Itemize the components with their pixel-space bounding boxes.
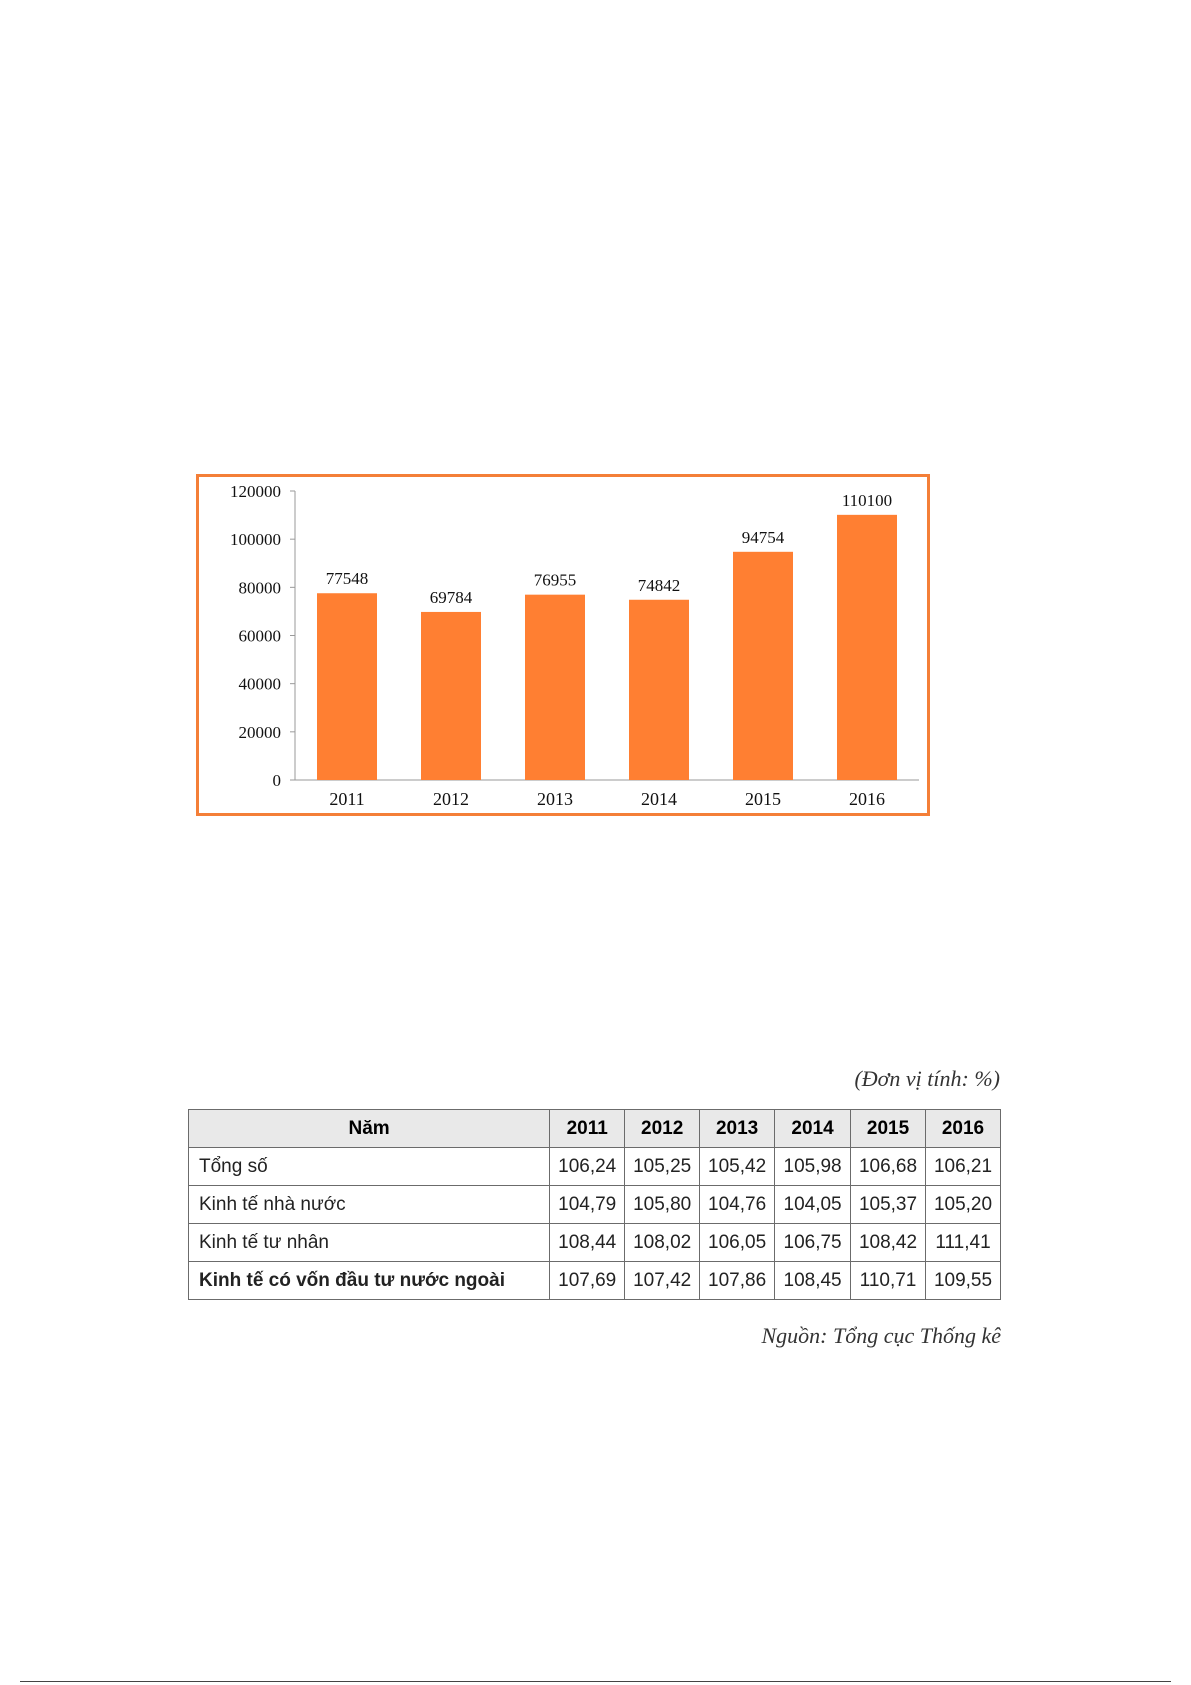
header-2011: 2011 xyxy=(550,1110,625,1148)
x-tick-label-2012: 2012 xyxy=(433,789,469,809)
header-2014: 2014 xyxy=(775,1110,851,1148)
y-tick-label: 100000 xyxy=(230,530,281,550)
growth-table xyxy=(188,1109,1001,1300)
table-row xyxy=(189,1186,1001,1224)
table-cell: 107,42 xyxy=(625,1262,700,1300)
header-2016: 2016 xyxy=(926,1110,1001,1148)
bar-2011 xyxy=(317,593,377,780)
table-row xyxy=(189,1262,1001,1300)
chart-svg xyxy=(199,477,927,813)
table-cell: 107,86 xyxy=(700,1262,775,1300)
table-cell: 108,45 xyxy=(775,1262,851,1300)
row-label: Kinh tế có vốn đầu tư nước ngoài xyxy=(189,1262,550,1300)
table-cell: 108,02 xyxy=(625,1224,700,1262)
table-cell: 107,69 xyxy=(550,1262,625,1300)
table-cell: 105,80 xyxy=(625,1186,700,1224)
data-label-2012: 69784 xyxy=(429,587,473,607)
x-tick-label-2011: 2011 xyxy=(329,789,365,809)
table-cell: 108,44 xyxy=(550,1224,625,1262)
y-tick-label: 0 xyxy=(272,771,281,790)
x-tick-label-2014: 2014 xyxy=(641,789,677,809)
data-label-2014: 74842 xyxy=(637,575,681,595)
table-cell: 108,42 xyxy=(851,1224,926,1262)
table-cell: 105,42 xyxy=(700,1148,775,1186)
table-cell: 111,41 xyxy=(926,1224,1001,1262)
table-cell: 104,79 xyxy=(550,1186,625,1224)
row-label: Kinh tế nhà nước xyxy=(189,1186,550,1224)
table-header-row xyxy=(189,1110,1001,1148)
table-cell: 106,21 xyxy=(926,1148,1001,1186)
header-2012: 2012 xyxy=(625,1110,700,1148)
y-tick-label: 60000 xyxy=(238,626,281,646)
table-cell: 104,05 xyxy=(775,1186,851,1224)
table-cell: 106,05 xyxy=(700,1224,775,1262)
bar-2015 xyxy=(733,552,793,780)
row-label: Tổng số xyxy=(189,1148,550,1186)
table-cell: 105,37 xyxy=(851,1186,926,1224)
header-year: Năm xyxy=(189,1110,550,1148)
data-label-2013: 76955 xyxy=(533,570,577,590)
table-cell: 110,71 xyxy=(851,1262,926,1300)
y-tick-label: 40000 xyxy=(238,674,281,694)
bar-2016 xyxy=(837,515,897,780)
table-cell: 109,55 xyxy=(926,1262,1001,1300)
bar-2013 xyxy=(525,595,585,780)
data-label-2015: 94754 xyxy=(741,527,785,547)
y-tick-label: 120000 xyxy=(230,482,281,501)
x-tick-label-2015: 2015 xyxy=(745,789,781,809)
header-2015: 2015 xyxy=(851,1110,926,1148)
bar-2014 xyxy=(629,600,689,780)
table-cell: 105,20 xyxy=(926,1186,1001,1224)
footer-divider xyxy=(20,1681,1171,1682)
bar-2012 xyxy=(421,612,481,780)
data-label-2011: 77548 xyxy=(325,569,369,589)
table-cell: 105,25 xyxy=(625,1148,700,1186)
x-tick-label-2016: 2016 xyxy=(849,789,885,809)
data-label-2016: 110100 xyxy=(841,490,893,510)
row-label: Kinh tế tư nhân xyxy=(189,1224,550,1262)
unit-note: (Đơn vị tính: %) xyxy=(854,1066,1000,1091)
y-tick-label: 20000 xyxy=(238,722,281,742)
table-row xyxy=(189,1148,1001,1186)
table-cell: 105,98 xyxy=(775,1148,851,1186)
y-tick-label: 80000 xyxy=(238,578,281,598)
header-2013: 2013 xyxy=(700,1110,775,1148)
source-note: Nguồn: Tổng cục Thống kê xyxy=(761,1323,1001,1348)
table-cell: 106,68 xyxy=(851,1148,926,1186)
bar-chart xyxy=(196,474,930,816)
x-tick-label-2013: 2013 xyxy=(537,789,573,809)
table-cell: 104,76 xyxy=(700,1186,775,1224)
table-cell: 106,75 xyxy=(775,1224,851,1262)
table-cell: 106,24 xyxy=(550,1148,625,1186)
table-row xyxy=(189,1224,1001,1262)
